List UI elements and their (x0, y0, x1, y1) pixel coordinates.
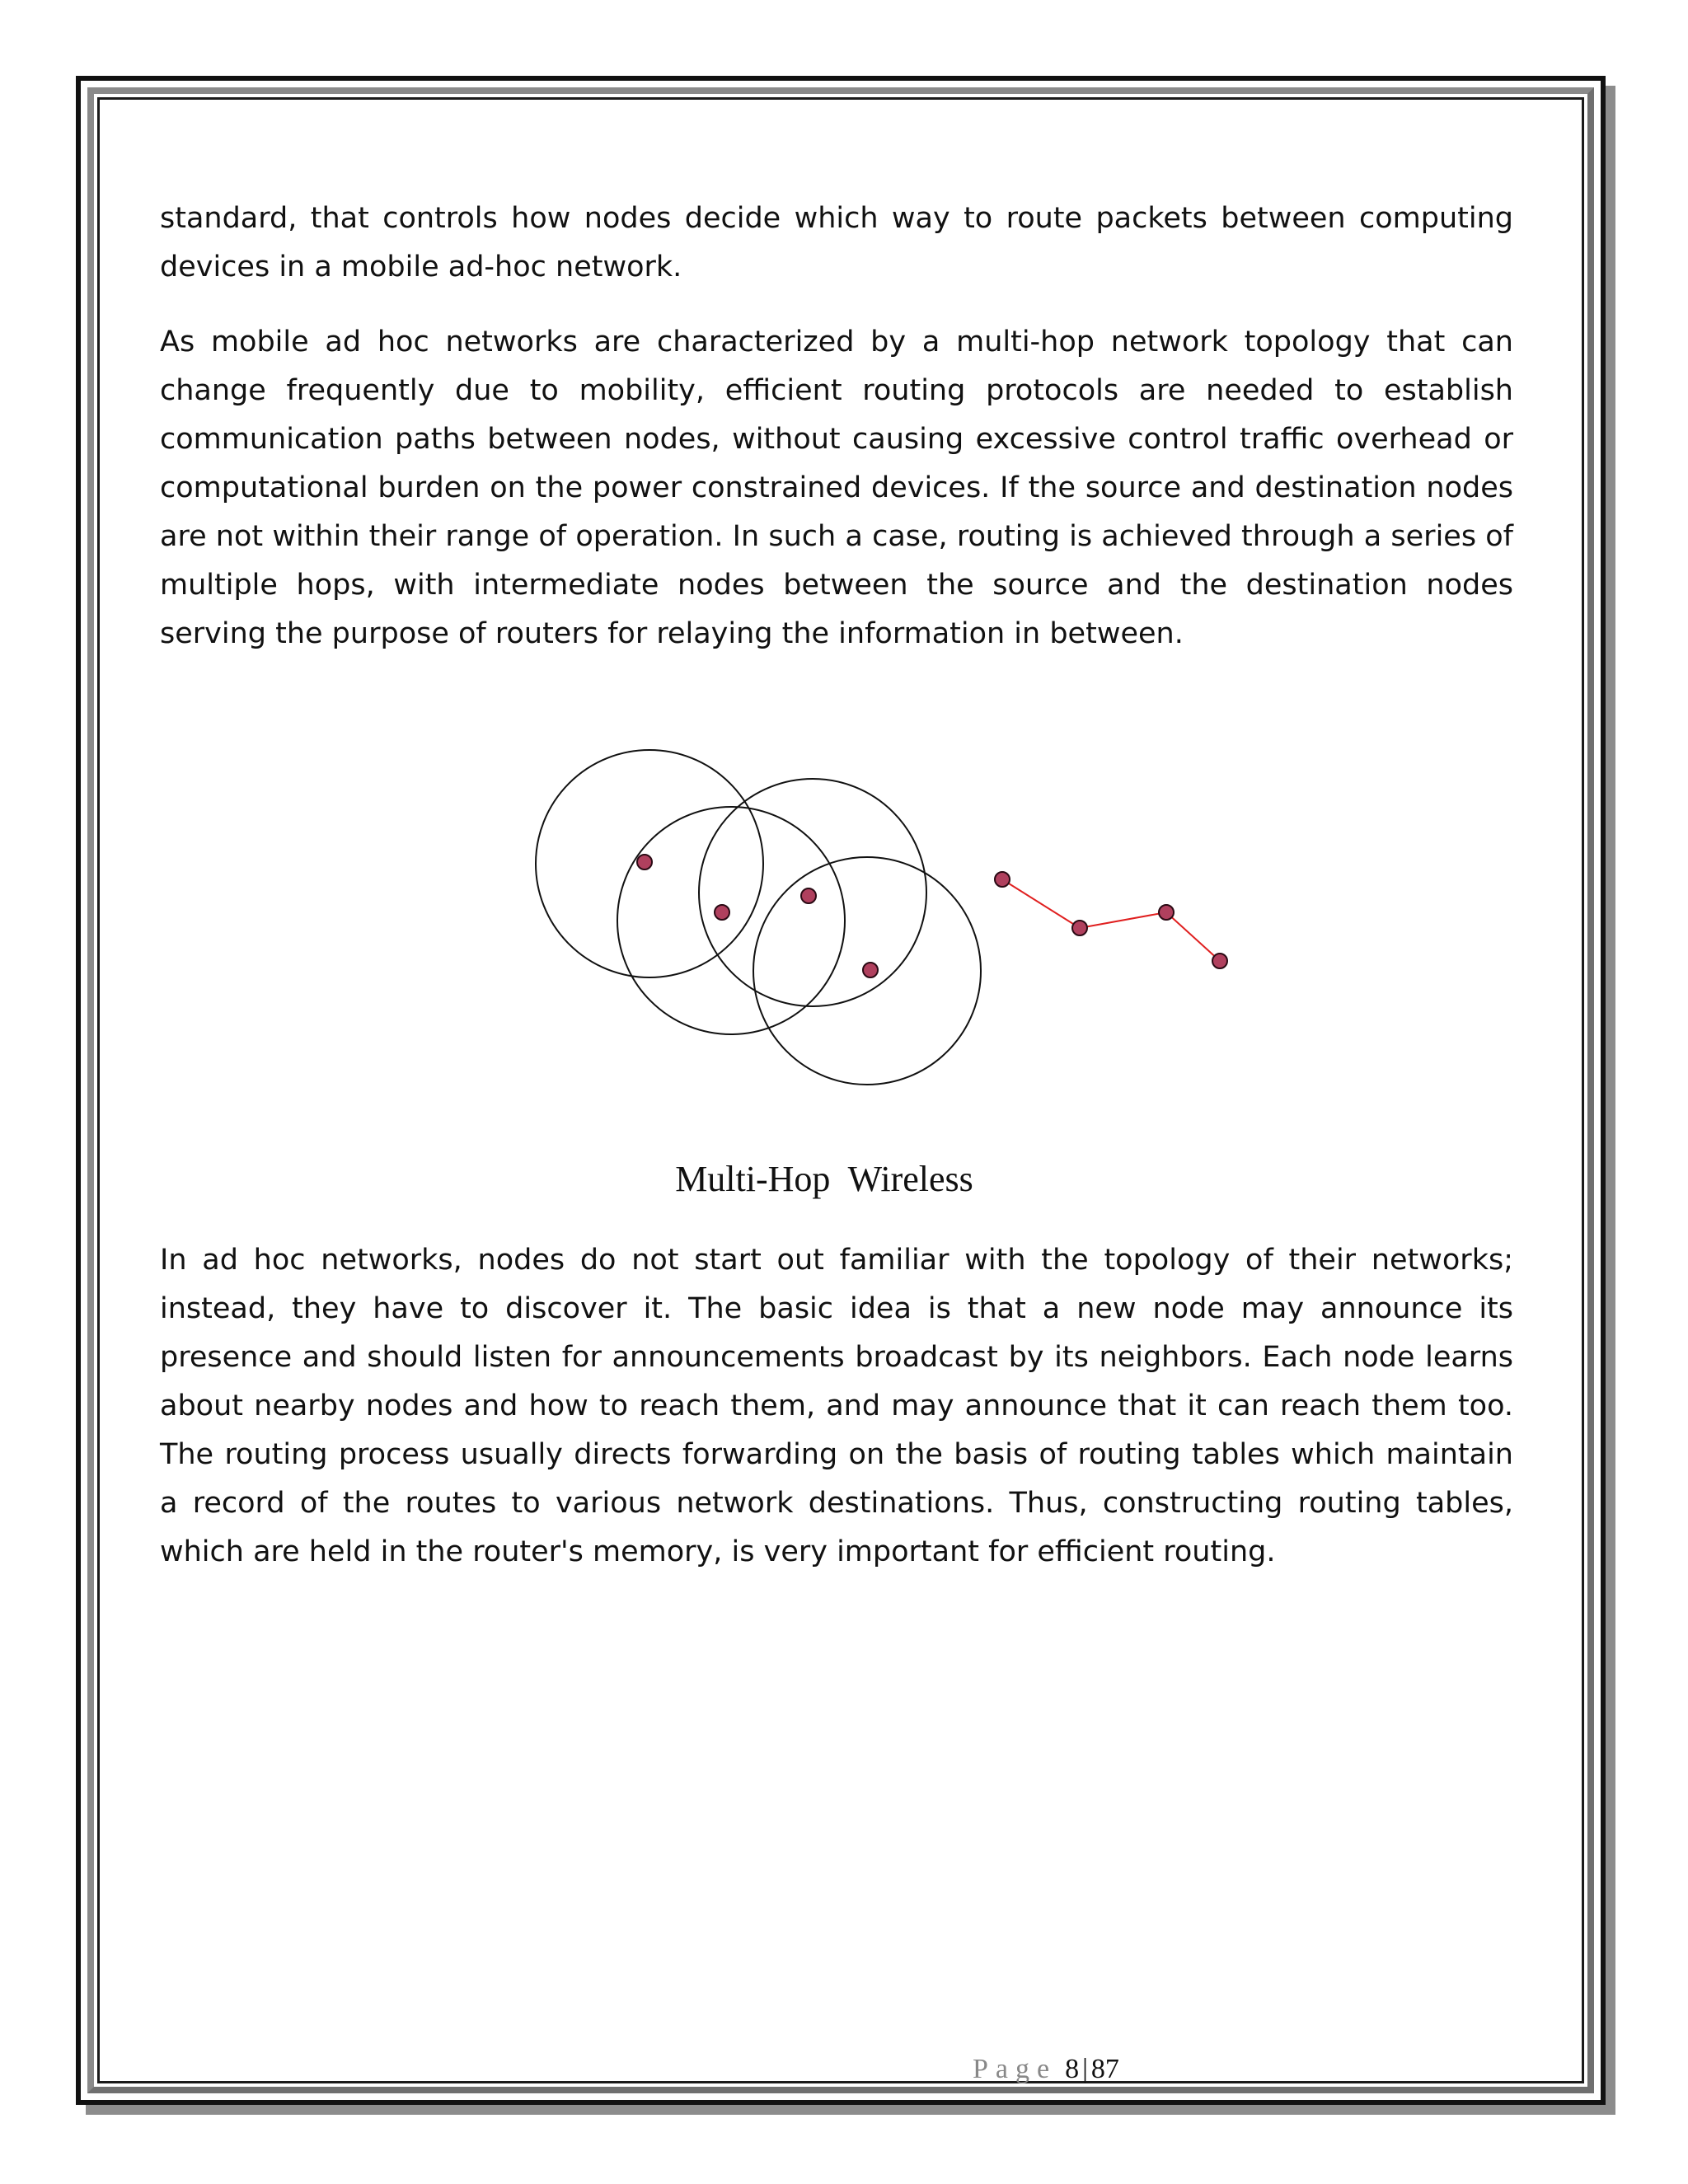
route-node-2 (1072, 921, 1087, 935)
route-node-4 (1212, 954, 1227, 968)
footer-separator: | (1082, 2054, 1088, 2084)
footer-page-word: Page (973, 2054, 1057, 2084)
range-circle-2 (617, 807, 845, 1034)
paragraph-intro: standard, that controls how nodes decide which way to route packets between computing devices in a mobile ad-hoc network. (160, 202, 1513, 284)
paragraph-topology-discovery: In ad hoc networks, nodes do not start out familiar with the topology of their networks; instead, they have to discover it. The basic idea is that a new node may announce its presence and should listen for announcements broadcast by its neighbors. Each node learns about nearby nodes and how to reach them, and may announce that it can reach them too. The routing process usually directs forwarding on the basis of routing tables which maintain a record of the routes to various network destinations. Thus, constructing routing tables, which are held in the router's memory, is very important for efficient routing. (160, 1244, 1513, 1568)
route-link-3 (1166, 912, 1220, 961)
multi-hop-svg (528, 742, 1253, 1096)
node-2 (715, 905, 729, 920)
route-node-1 (995, 872, 1010, 887)
node-4 (863, 963, 878, 977)
footer-page-number: 8 (1065, 2054, 1080, 2084)
multi-hop-diagram (528, 742, 1253, 1096)
route-link-2 (1080, 912, 1166, 928)
paragraph-multihop: As mobile ad hoc networks are characterized by a multi-hop network topology that can change frequently due to mobility, efficient routing protocols are needed to establish communication paths between nodes, without causing excessive control traffic overhead or computational burden on the power constrained devices. If the source and destination nodes are not within their range of operation. In such a case, routing is achieved through a series of multiple hops, with intermediate nodes between the source and the destination nodes serving the purpose of routers for relaying the information in between. (160, 326, 1513, 650)
node-1 (637, 855, 652, 869)
figure-caption: Multi-Hop Wireless (675, 1159, 973, 1199)
footer-total-pages: 87 (1090, 2054, 1119, 2084)
route-node-3 (1159, 905, 1174, 920)
node-3 (801, 888, 816, 903)
page-footer (973, 2054, 1119, 2085)
route-link-1 (1002, 879, 1080, 928)
